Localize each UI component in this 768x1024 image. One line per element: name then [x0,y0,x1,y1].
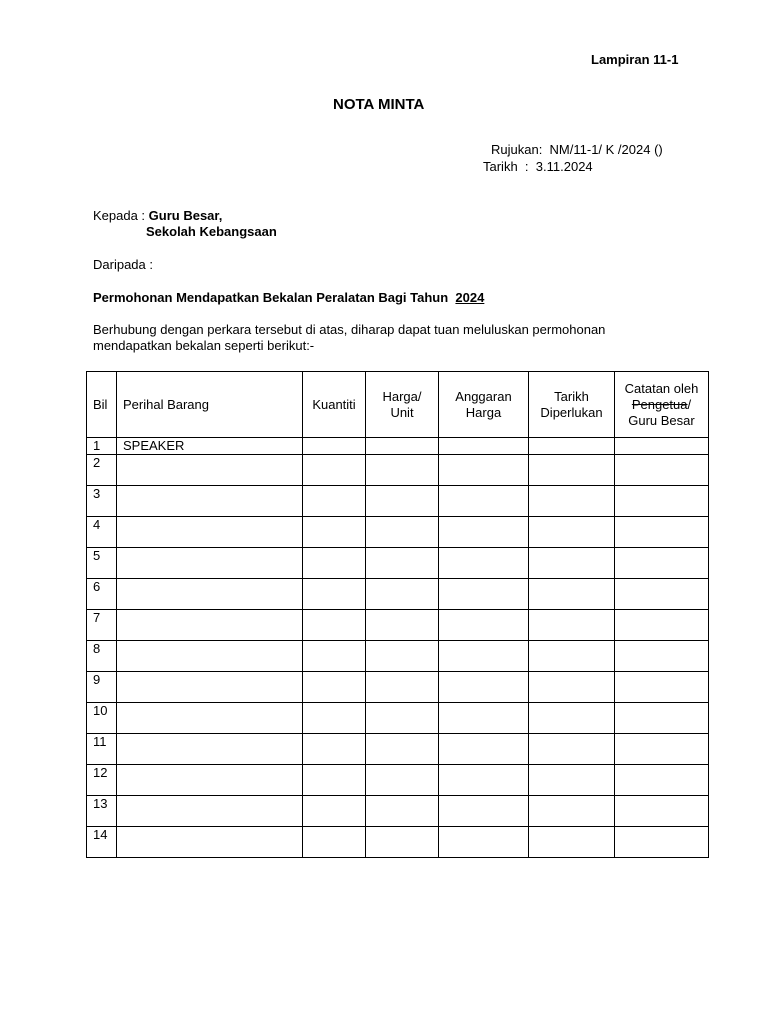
table-row [87,703,709,734]
row-perihal[interactable] [117,455,303,486]
row-bil: 9 [87,672,117,703]
row-tarikh[interactable] [529,579,615,610]
table-row [87,486,709,517]
row-bil: 5 [87,548,117,579]
row-bil: 10 [87,703,117,734]
row-catatan[interactable] [615,734,709,765]
row-perihal[interactable] [117,610,303,641]
header-harga-line2: Unit [390,404,414,420]
row-bil: 8 [87,641,117,672]
row-tarikh[interactable] [529,703,615,734]
row-perihal[interactable] [117,486,303,517]
row-catatan[interactable] [615,486,709,517]
row-catatan[interactable] [615,672,709,703]
row-anggaran[interactable] [439,610,529,641]
table-row [87,455,709,486]
document-title: NOTA MINTA [333,96,425,113]
row-catatan[interactable] [615,703,709,734]
row-perihal[interactable] [117,765,303,796]
reference-label: Rujukan: [491,142,543,157]
date-value: 3.11.2024 [535,159,593,174]
date-separator: : [524,159,529,174]
row-anggaran[interactable] [439,641,529,672]
row-perihal[interactable] [117,827,303,858]
table-row [87,734,709,765]
row-anggaran[interactable] [439,455,529,486]
row-perihal[interactable] [117,703,303,734]
table-row [87,641,709,672]
header-tarikh-line1: Tarikh [554,388,589,404]
row-bil: 1 [87,438,117,455]
row-tarikh[interactable] [529,517,615,548]
row-anggaran[interactable] [439,672,529,703]
table-body [87,438,709,858]
row-tarikh[interactable] [529,438,615,455]
row-anggaran[interactable] [439,579,529,610]
table-row [87,796,709,827]
table-row [87,765,709,796]
subject-text: Permohonan Mendapatkan Bekalan Peralatan Bagi Tahun [93,290,449,305]
row-perihal[interactable] [117,548,303,579]
table-row [87,438,709,455]
row-perihal[interactable] [117,579,303,610]
table-header-row [87,372,709,438]
row-harga[interactable] [366,827,439,858]
row-catatan[interactable] [615,610,709,641]
row-harga[interactable] [366,672,439,703]
row-kuantiti[interactable] [303,734,366,765]
row-catatan[interactable] [615,438,709,455]
row-kuantiti[interactable] [303,548,366,579]
header-catatan-line1: Catatan oleh [624,380,699,396]
row-tarikh[interactable] [529,827,615,858]
row-catatan[interactable] [615,796,709,827]
header-tarikh [529,372,615,438]
header-catatan-struck: Pengetua [631,396,688,412]
table-row [87,548,709,579]
header-bil: Bil [87,372,117,438]
row-bil: 6 [87,579,117,610]
row-kuantiti[interactable] [303,438,366,455]
body-line-2: mendapatkan bekalan seperti berikut:- [93,338,315,353]
row-catatan[interactable] [615,517,709,548]
table-row [87,610,709,641]
row-perihal[interactable]: SPEAKER [117,438,303,455]
header-anggaran-line1: Anggaran [455,388,512,404]
header-tarikh-line2: Diperlukan [540,404,603,420]
row-bil: 11 [87,734,117,765]
row-harga[interactable] [366,610,439,641]
date-label: Tarikh [483,159,518,174]
row-harga[interactable] [366,517,439,548]
table-row [87,672,709,703]
table-row [87,827,709,858]
header-harga [366,372,439,438]
row-bil: 14 [87,827,117,858]
row-tarikh[interactable] [529,641,615,672]
row-anggaran[interactable] [439,827,529,858]
sender-label: Daripada : [93,257,153,272]
row-kuantiti[interactable] [303,703,366,734]
row-anggaran[interactable] [439,438,529,455]
row-perihal[interactable] [117,734,303,765]
row-harga[interactable] [366,579,439,610]
row-tarikh[interactable] [529,610,615,641]
header-anggaran [439,372,529,438]
header-catatan-slash: / [687,396,692,412]
row-anggaran[interactable] [439,734,529,765]
row-tarikh[interactable] [529,486,615,517]
row-kuantiti[interactable] [303,517,366,548]
row-catatan[interactable] [615,455,709,486]
recipient-name: Guru Besar, [148,208,223,223]
row-kuantiti[interactable] [303,579,366,610]
row-bil: 3 [87,486,117,517]
row-kuantiti[interactable] [303,486,366,517]
row-kuantiti[interactable] [303,610,366,641]
header-kuantiti: Kuantiti [303,372,366,438]
header-perihal: Perihal Barang [117,372,303,438]
row-perihal[interactable] [117,517,303,548]
row-perihal[interactable] [117,672,303,703]
row-harga[interactable] [366,765,439,796]
header-catatan [615,372,709,438]
row-harga[interactable] [366,641,439,672]
request-table [86,371,709,858]
row-anggaran[interactable] [439,517,529,548]
row-bil: 13 [87,796,117,827]
reference-value: NM/11-1/ K /2024 () [549,142,663,157]
row-harga[interactable] [366,438,439,455]
row-catatan[interactable] [615,641,709,672]
row-catatan[interactable] [615,579,709,610]
row-tarikh[interactable] [529,765,615,796]
row-harga[interactable] [366,548,439,579]
recipient-school: Sekolah Kebangsaan [146,224,277,239]
row-bil: 2 [87,455,117,486]
row-tarikh[interactable] [529,734,615,765]
table-row [87,579,709,610]
row-kuantiti[interactable] [303,765,366,796]
row-kuantiti[interactable] [303,641,366,672]
row-catatan[interactable] [615,827,709,858]
row-kuantiti[interactable] [303,796,366,827]
recipient-label: Kepada : [93,208,146,223]
row-bil: 12 [87,765,117,796]
subject-line [93,290,484,305]
row-kuantiti[interactable] [303,672,366,703]
row-tarikh[interactable] [529,455,615,486]
row-tarikh[interactable] [529,672,615,703]
row-harga[interactable] [366,703,439,734]
row-catatan[interactable] [615,765,709,796]
row-perihal[interactable] [117,641,303,672]
appendix-label: Lampiran 11-1 [591,52,679,67]
row-harga[interactable] [366,734,439,765]
header-catatan-line3: Guru Besar [628,412,695,428]
subject-year: 2024 [455,290,485,305]
recipient-line [93,208,222,223]
body-line-1: Berhubung dengan perkara tersebut di atas, diharap dapat tuan meluluskan permohonan [93,322,606,337]
row-catatan[interactable] [615,548,709,579]
row-anggaran[interactable] [439,703,529,734]
row-harga[interactable] [366,486,439,517]
row-perihal[interactable] [117,796,303,827]
header-anggaran-line2: Harga [465,404,502,420]
date-line [483,159,593,174]
row-tarikh[interactable] [529,796,615,827]
row-tarikh[interactable] [529,548,615,579]
row-harga[interactable] [366,796,439,827]
reference-line [491,142,663,157]
row-kuantiti[interactable] [303,455,366,486]
row-anggaran[interactable] [439,486,529,517]
row-kuantiti[interactable] [303,827,366,858]
header-harga-line1: Harga/ [382,388,422,404]
row-anggaran[interactable] [439,796,529,827]
row-bil: 7 [87,610,117,641]
row-anggaran[interactable] [439,548,529,579]
row-anggaran[interactable] [439,765,529,796]
row-harga[interactable] [366,455,439,486]
row-bil: 4 [87,517,117,548]
table-row [87,517,709,548]
